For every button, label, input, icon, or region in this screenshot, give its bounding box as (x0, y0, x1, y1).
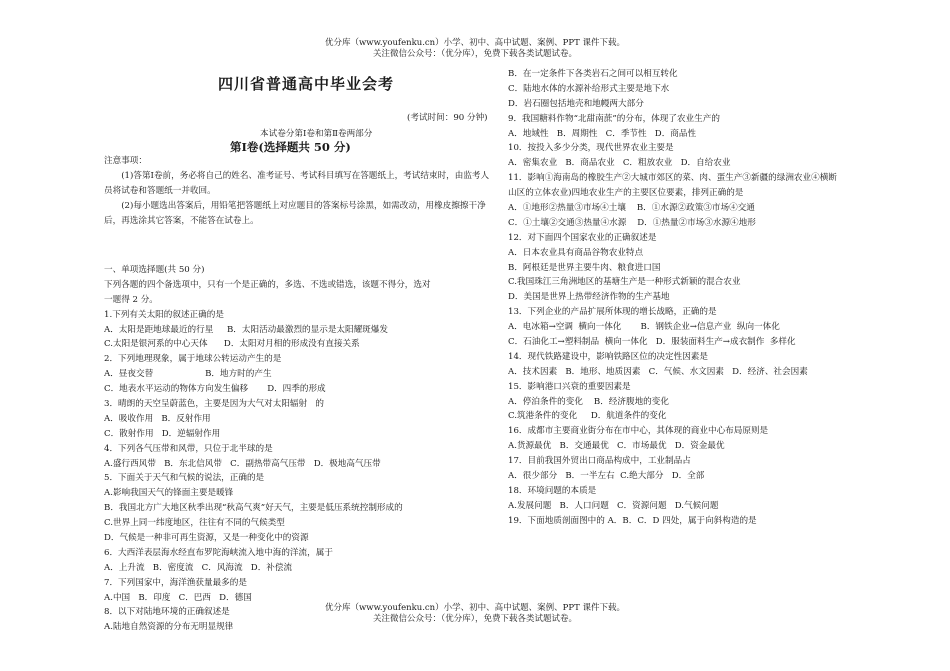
question-line: 12．对下面四个国家农业的正确叙述是 (508, 232, 657, 243)
question-line: A.中国 B．印度 C．巴西 D．德国 (104, 592, 252, 603)
question-line: 14．现代铁路建设中，影响铁路区位的决定性因素是 (508, 351, 708, 362)
question-line: C.太阳是银河系的中心天体 D．太阳对月相的形成没有直接关系 (104, 339, 360, 350)
question-line: D．气候是一种非可再生资源，又是一种变化中的资源 (104, 533, 309, 544)
question-line: A．技术因素 B．地形、地质因素 C．气候、水文因素 D．经济、社会因素 (508, 366, 808, 377)
question-line: C．地表水平运动的物体方向发生偏移 D．四季的形成 (104, 384, 326, 395)
question-line: B．阿根廷是世界主要牛肉、粮食进口国 (508, 262, 661, 273)
question-line: 4．下列各气压带和风带，只位于北半球的是 (104, 443, 273, 454)
question-line: 15．影响港口兴衰的重要因素是 (508, 381, 631, 392)
question-line: 1.下列有关太阳的叙述正确的是 (104, 309, 224, 320)
question-line: A.发展问题 B．人口问题 C．资源问题 D.气候问题 (508, 500, 719, 511)
question-line: A．日本农业具有商品谷物农业特点 (508, 247, 644, 258)
question-line: A.盛行西风带 B．东北信风带 C．副热带高气压带 D．极地高气压带 (104, 458, 381, 469)
note-1: (1)答第Ⅰ卷前，务必将自己的姓名、准考证号、考试科目填写在答题纸上，考试结束时，由监考人员将试卷和答题纸一并收回。 (104, 170, 490, 196)
question-line: C．石油化工→塑料制品 横向一体化 D．服装面料生产→成衣制作 多样化 (508, 337, 796, 348)
question-line: B．我国北方广大地区秋季出现“秋高气爽”好天气，主要是低压系统控制形成的 (104, 503, 403, 514)
exam-structure: 本试卷分第Ⅰ卷和第Ⅱ卷两部分 (260, 129, 373, 139)
question-line: A．密集农业 B．商品农业 C．粗放农业 D．自给农业 (508, 158, 731, 169)
question-line: C.我国珠江三角洲地区的基塘生产是一种形式新颖的混合农业 (508, 277, 741, 288)
left-column (104, 263, 496, 635)
question-line: A．电冰箱→空调 横向一体化 B．钢铁企业→信息产业 纵向一体化 (508, 322, 780, 333)
question-line: 7．下列国家中，海洋渔获量最多的是 (104, 577, 247, 588)
footer-line-1: 优分库（www.youfenku.cn）小学、初中、高中试题、案例、PPT 课件下载。 (325, 603, 625, 613)
question-line: B．在一定条件下各类岩石之间可以相互转化 (508, 69, 678, 79)
question-line: A.陆地自然资源的分布无明显规律 (104, 622, 234, 633)
question-line: A.货源最优 B．交通最优 C．市场最优 D．资金最优 (508, 441, 725, 452)
section-title: 第Ⅰ卷(选择题共 50 分) (230, 140, 351, 154)
question-line: 8．以下对陆地环境的正确叙述是 (104, 607, 230, 618)
question-line: C．①土壤②交通③热量④水源 D．①热量②市场③水源④地形 (508, 217, 756, 228)
exam-title: 四川省普通高中毕业会考 (218, 75, 395, 93)
question-line: A．停泊条件的变化 B．经济腹地的变化 (508, 396, 669, 407)
question-line: 13．下列企业的产品扩展所体现的增长战略，正确的是 (508, 307, 717, 318)
question-line: 18．环境问题的本质是 (508, 485, 597, 496)
question-line: A．很少部分 B．一半左右 C.绝大部分 D．全部 (508, 471, 705, 482)
page-header (0, 38, 950, 60)
header-line-1: 优分库（www.youfenku.cn）小学、初中、高中试题、案例、PPT 课件下载。 (325, 38, 625, 48)
question-line: A．地域性 B．周期性 C．季节性 D．商品性 (508, 128, 697, 139)
question-line: A.影响我国天气的锋面主要是暖锋 (104, 488, 234, 499)
header-line-2: 关注微信公众号：（优分库），免费下载各类试题试卷。 (372, 49, 577, 59)
question-line: 2．下列地理现象，属于地球公转运动产生的是 (104, 354, 282, 365)
question-line: 16．成都市主要商业街分布在市中心，其体现的商业中心布局原则是 (508, 426, 769, 437)
question-line: 19．下面地质剖面图中的 A．B．C．D 四处，属于向斜构造的是 (508, 515, 757, 526)
footer-line-2: 关注微信公众号：（优分库），免费下载各类试题试卷。 (372, 614, 577, 624)
question-line: 山区的立体农业)四地农业生产的主要区位要素，排列正确的是 (508, 188, 744, 199)
question-line: 一题得 2 分。 (104, 294, 158, 305)
exam-notes (104, 154, 496, 229)
notes-heading: 注意事项： (104, 156, 147, 166)
question-line: A．昼夜交替 B．地方时的产生 (104, 369, 272, 380)
question-line: A．吸收作用 B．反射作用 (104, 413, 211, 424)
page-footer (0, 603, 950, 625)
question-line: 下列各题的四个备选项中，只有一个是正确的，多选、不选或错选，该题不得分，选对 (104, 279, 431, 290)
question-line: A．①地形②热量③市场④土壤 B．①水源②政策③市场④交通 (508, 203, 755, 214)
exam-time: (考试时间：90 分钟) (407, 113, 488, 123)
right-column (508, 67, 860, 529)
question-line: C．散射作用 D．逆辐射作用 (104, 428, 221, 439)
question-line: D．美国是世界上热带经济作物的生产基地 (508, 292, 670, 303)
question-line: D．岩石圈包括地壳和地幔两大部分 (508, 98, 644, 109)
note-2: (2)每小题选出答案后，用铅笔把答题纸上对应题目的答案标号涂黑，如需改动，用橡皮擦擦干净后，再选涂其它答案，不能答在试卷上。 (104, 200, 486, 226)
question-line: 6．大西洋表层海水经直布罗陀海峡流入地中海的洋流，属于 (104, 547, 333, 558)
question-line: 17．目前我国外贸出口商品构成中，工业制品占 (508, 456, 691, 467)
question-line: 一、单项选择题(共 50 分) (104, 265, 205, 275)
question-line: C.世界上同一纬度地区，往往有不同的气候类型 (104, 518, 285, 529)
question-line: 3．晴朗的天空呈蔚蓝色，主要是因为大气对太阳辐射 的 (104, 399, 324, 410)
question-line: C.筑港条件的变化 D．航道条件的变化 (508, 411, 667, 422)
question-line: C．陆地水体的水源补给形式主要是地下水 (508, 83, 670, 94)
question-line: 9．我国糖料作物“北甜南蔗”的分布，体现了农业生产的 (508, 113, 720, 124)
question-line: 5．下面关于天气和气候的说法，正确的是 (104, 473, 265, 484)
question-line: A．上升流 B．密度流 C．风海流 D．补偿流 (104, 562, 293, 573)
question-line: 10．按投入多少分类，现代世界农业主要是 (508, 143, 674, 154)
question-line: A．太阳是距地球最近的行星 B．太阳活动最激烈的显示是太阳耀斑爆发 (104, 324, 388, 335)
question-line: 11．影响①海南岛的橡胶生产②大城市郊区的菜、肉、蛋生产③新疆的绿洲农业④横断 (508, 173, 837, 184)
